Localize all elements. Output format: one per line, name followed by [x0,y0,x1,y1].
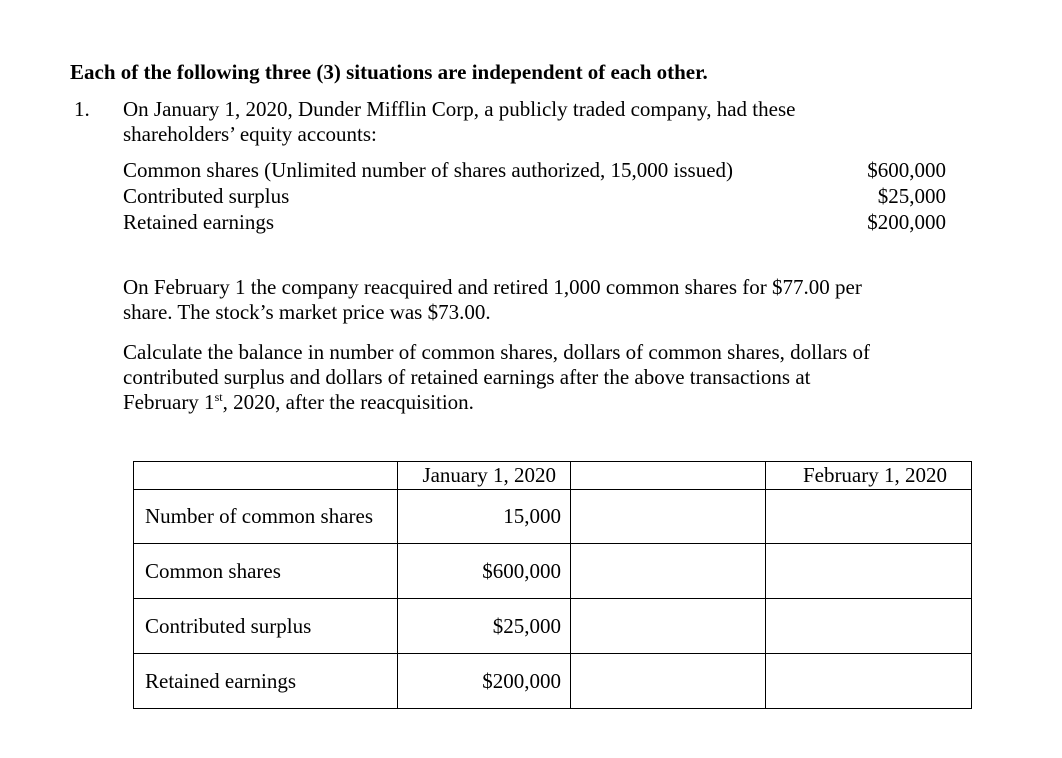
feb-answer-cell[interactable] [766,599,972,654]
account-value-contributed-surplus: $25,000 [877,184,946,208]
account-label-retained-earnings: Retained earnings [123,210,275,234]
row-label: Common shares [134,544,398,599]
header-blank [134,462,398,490]
account-label-contributed-surplus: Contributed surplus [123,184,290,208]
balance-table [133,461,972,709]
account-value-common-shares: $600,000 [867,158,946,182]
question-line-3-suffix: , 2020, after the reacquisition. [222,390,474,414]
intro-line-1: On January 1, 2020, Dunder Mifflin Corp, a publicly traded company, had these [123,97,796,121]
header-jan-2020: January 1, 2020 [398,462,571,490]
spacer-cell [571,544,766,599]
ordinal-suffix: st [214,390,223,404]
row-label: Retained earnings [134,654,398,709]
jan-value: 15,000 [398,490,571,544]
question-line-1: Calculate the balance in number of common shares, dollars of common shares, dollars of [123,340,871,364]
transaction-line-1: On February 1 the company reacquired and retired 1,000 common shares for $77.00 per [123,275,862,299]
question-line-2: contributed surplus and dollars of retained earnings after the above transactions at [123,365,811,389]
header-spacer [571,462,766,490]
question-line-3 [123,390,474,415]
account-value-retained-earnings: $200,000 [867,210,946,234]
intro-line-2: shareholders’ equity accounts: [123,122,377,146]
table-row [134,654,972,709]
feb-answer-cell[interactable] [766,490,972,544]
row-label: Number of common shares [134,490,398,544]
jan-value: $25,000 [398,599,571,654]
item-number: 1. [74,97,90,121]
table-row [134,544,972,599]
transaction-line-2: share. The stock’s market price was $73.00. [123,300,491,324]
table-header-row [134,462,972,490]
header-feb-2020: February 1, 2020 [766,462,972,490]
jan-value: $200,000 [398,654,571,709]
question-line-3-prefix: February 1 [123,390,215,414]
table-row [134,599,972,654]
jan-value: $600,000 [398,544,571,599]
account-label-common-shares: Common shares (Unlimited number of shares authorized, 15,000 issued) [123,158,734,182]
section-heading: Each of the following three (3) situations are independent of each other. [70,60,708,84]
feb-answer-cell[interactable] [766,544,972,599]
spacer-cell [571,490,766,544]
row-label: Contributed surplus [134,599,398,654]
spacer-cell [571,654,766,709]
feb-answer-cell[interactable] [766,654,972,709]
table-row [134,490,972,544]
spacer-cell [571,599,766,654]
